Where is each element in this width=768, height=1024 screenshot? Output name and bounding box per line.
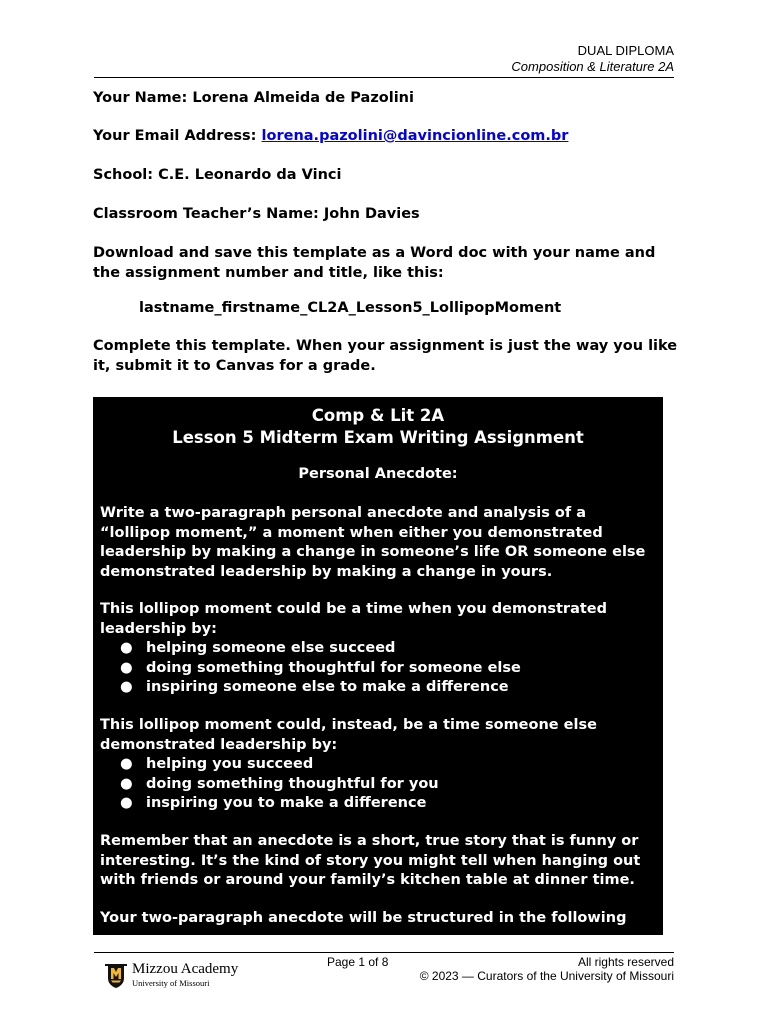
download-instructions: Download and save this template as a Word doc with your name and the assignment number and title, like this:: [93, 245, 656, 281]
bullet-icon: ●: [120, 659, 133, 676]
structure-note: Your two-paragraph anecdote will be structured in the following: [100, 910, 627, 926]
page-header: [511, 43, 674, 75]
list-item: ● inspiring you to make a difference: [100, 794, 439, 814]
list-item: ● doing something thoughtful for someone else: [100, 659, 521, 679]
course-name: Composition & Literature 2A: [511, 59, 674, 74]
school-field: [93, 165, 341, 185]
school-name: C.E. Leonardo da Vinci: [158, 167, 342, 183]
logo-subtitle: University of Missouri: [132, 978, 210, 988]
assignment-subtitle: Lesson 5 Midterm Exam Writing Assignment: [172, 428, 584, 447]
school-label: School:: [93, 167, 154, 183]
bullet-icon: ●: [120, 756, 133, 772]
name-label: Your Name:: [93, 90, 188, 106]
other-leadership-list: [100, 755, 439, 814]
header-divider: [94, 77, 674, 78]
rights-text: All rights reserved: [577, 955, 674, 969]
assignment-intro: Write a two-paragraph personal anecdote and analysis of a “lollipop moment,” a moment when either you demonstrated leadership by making a change in someone’s life OR someone else demonstrated leadership by making a change in yours.: [100, 505, 646, 580]
assignment-section: Personal Anecdote:: [298, 466, 458, 482]
assignment-box: [93, 397, 663, 935]
student-email-field: [93, 126, 568, 146]
you-leadership-list: [100, 639, 521, 698]
list-item: ● helping you succeed: [100, 755, 439, 775]
footer-rights: [420, 955, 674, 983]
logo-name: Mizzou Academy: [132, 961, 239, 977]
bullet-icon: ●: [120, 795, 133, 811]
assignment-title: Comp & Lit 2A: [311, 406, 445, 425]
bullet-icon: ●: [120, 640, 133, 656]
email-label: Your Email Address:: [93, 128, 257, 144]
list-item: ● inspiring someone else to make a difference: [100, 678, 521, 698]
teacher-name: John Davies: [323, 206, 420, 222]
teacher-field: [93, 204, 420, 224]
student-name: Lorena Almeida de Pazolini: [192, 90, 414, 106]
program-name: DUAL DIPLOMA: [577, 43, 674, 58]
footer-divider: [94, 952, 674, 953]
bullet-icon: ●: [120, 775, 133, 792]
page-number: Page 1 of 8: [327, 955, 389, 969]
complete-instructions: Complete this template. When your assignment is just the way you like it, submit it to Canvas for a grade.: [93, 338, 678, 374]
copyright-text: © 2023 — Curators of the University of Missouri: [419, 969, 674, 983]
list-item: ● helping someone else succeed: [100, 639, 521, 659]
list-item: ● doing something thoughtful for you: [100, 775, 439, 795]
mizzou-logo-icon: [104, 963, 128, 989]
other-leadership-intro: This lollipop moment could, instead, be a time someone else demonstrated leadership by:: [100, 717, 597, 753]
bullet-icon: ●: [120, 679, 133, 695]
student-name-field: [93, 88, 414, 108]
logo-wordmark: [132, 961, 238, 989]
you-leadership-intro: This lollipop moment could be a time when you demonstrated leadership by:: [100, 601, 608, 637]
anecdote-definition: Remember that an anecdote is a short, true story that is funny or interesting. It’s the kind of story you might tell when hanging out with friends or around your family’s kitchen table at dinner time.: [100, 833, 641, 888]
teacher-label: Classroom Teacher’s Name:: [93, 206, 319, 222]
filename-example: lastname_firstname_CL2A_Lesson5_LollipopMoment: [139, 300, 562, 316]
email-link[interactable]: lorena.pazolini@davincionline.com.br: [261, 128, 569, 144]
